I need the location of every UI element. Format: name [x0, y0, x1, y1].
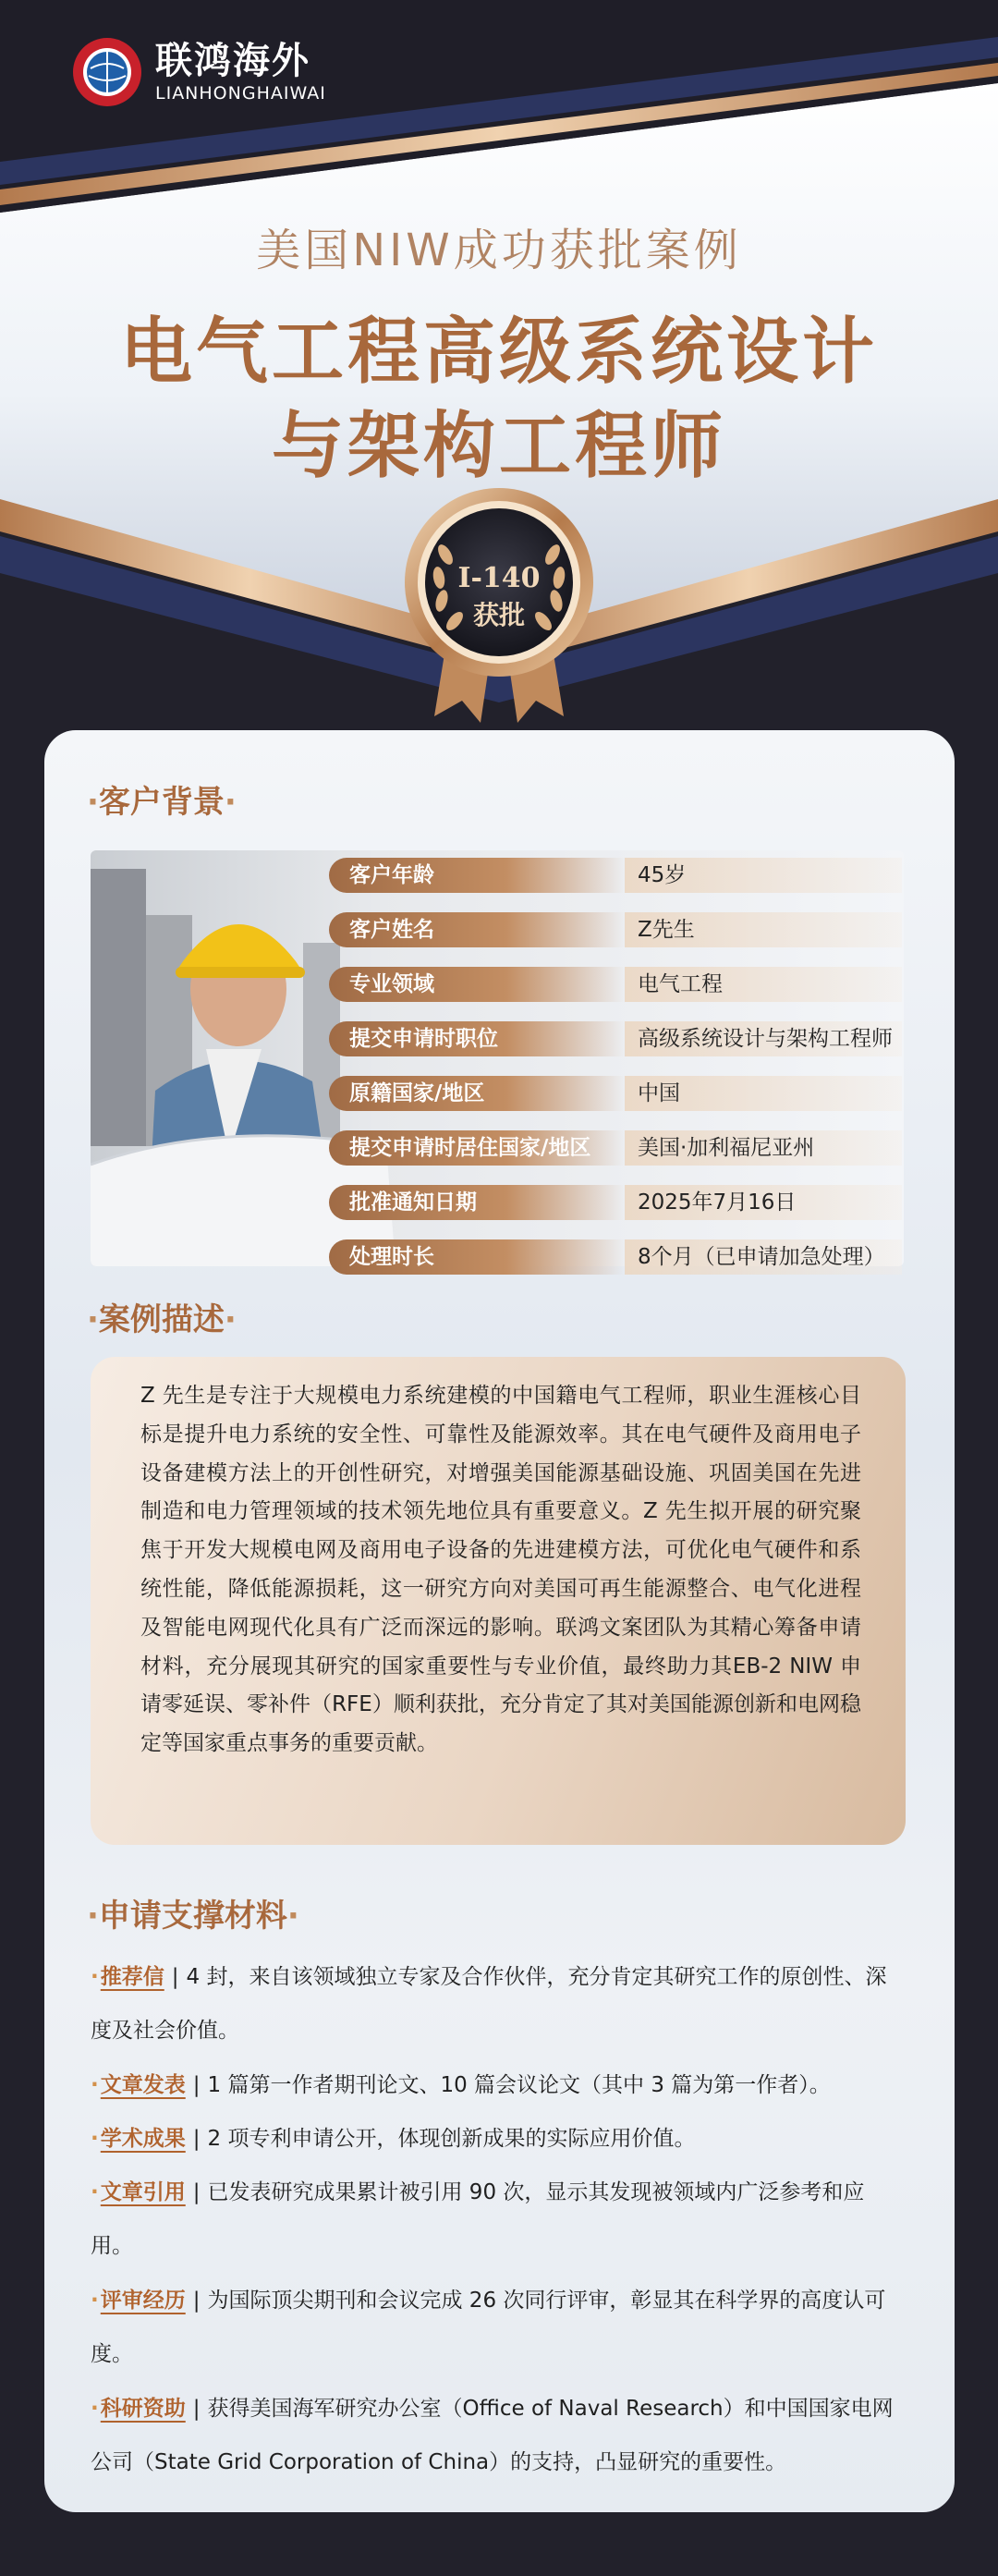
case-description-text: Z 先生是专注于大规模电力系统建模的中国籍电气工程师，职业生涯核心目标是提升电力系统的安全性、可靠性及能源效率。其在电气硬件及商用电子设备建模方法上的开创性研究，对增强美国能源基础设施、巩固美国在先进制造和电力管理领域的技术领先地位具有重要意义。Z 先生拟开展的研究聚焦于开发大规模电网及商用电子设备的先进建模方法，可优化电气硬件和系统性能，降低能源损耗，这一研究方向对美国可再生能源整合、电气化进程及智能电网现代化具有广泛而深远的影响。联鸿文案团队为其精心筹备申请材料，充分展现其研究的国家重要性与专业价值，最终助力其EB-2 NIW 申请零延误、零补件（RFE）顺利获批，充分肯定了其对美国能源创新和电网稳定等国家重点事务的重要贡献。 [140, 1384, 861, 1756]
material-label: 学术成果 [100, 2127, 186, 2151]
material-item-publications: ·文章发表 | 1 篇第一作者期刊论文、10 篇会议论文（其中 3 篇为第一作者）。 [91, 2073, 831, 2097]
info-value: 45岁 [625, 858, 902, 893]
info-row-name [329, 912, 902, 947]
material-item-recommendation: ·推荐信 | 4 封，来自该领域独立专家及合作伙伴，充分肯定其研究工作的原创性、深度及社会价值。 [91, 1965, 887, 2043]
info-row-approval-date [329, 1185, 902, 1220]
info-value: Z先生 [625, 912, 902, 947]
material-text: 已发表研究成果累计被引用 90 次，显示其发现被领域内广泛参考和应用。 [91, 2180, 865, 2258]
material-label: 文章发表 [100, 2073, 186, 2097]
material-label: 文章引用 [100, 2180, 186, 2204]
info-label: 批准通知日期 [329, 1185, 625, 1220]
material-item-funding: ·科研资助 | 获得美国海军研究办公室（Office of Naval Research）和中国国家电网公司（State Grid Corporation of China）的支持，凸显研究的重要性。 [91, 2397, 894, 2474]
medal-line1: I-140 [457, 562, 541, 594]
material-label: 科研资助 [100, 2397, 186, 2421]
brand-name: 联鸿海外 [155, 40, 310, 82]
approval-medal [397, 499, 601, 730]
material-label: 推荐信 [100, 1965, 164, 1989]
info-label: 处理时长 [329, 1239, 625, 1275]
info-label: 客户年龄 [329, 858, 625, 893]
info-label: 客户姓名 [329, 912, 625, 947]
info-value: 中国 [625, 1076, 902, 1111]
material-text: 获得美国海军研究办公室（Office of Naval Research）和中国国家电网公司（State Grid Corporation of China）的支持，凸显研究的重要性。 [91, 2397, 894, 2474]
material-text: 1 篇第一作者期刊论文、10 篇会议论文（其中 3 篇为第一作者）。 [207, 2073, 831, 2097]
brand-badge-icon [72, 37, 142, 107]
info-value: 2025年7月16日 [625, 1185, 902, 1220]
info-row-position [329, 1021, 902, 1056]
info-row-residence [329, 1130, 902, 1166]
info-value: 电气工程 [625, 967, 902, 1002]
material-text: 2 项专利申请公开，体现创新成果的实际应用价值。 [207, 2127, 696, 2151]
material-item-achievements: ·学术成果 | 2 项专利申请公开，体现创新成果的实际应用价值。 [91, 2127, 696, 2151]
info-label: 原籍国家/地区 [329, 1076, 625, 1111]
medal-line2: 获批 [472, 600, 525, 630]
info-row-field [329, 967, 902, 1002]
content-card [44, 730, 955, 2512]
poster-title-line2: 与架构工程师 [271, 405, 726, 488]
info-label: 提交申请时居住国家/地区 [329, 1130, 625, 1166]
info-value: 高级系统设计与架构工程师 [625, 1021, 902, 1056]
info-label: 提交申请时职位 [329, 1021, 625, 1056]
brand-name-en: LIANHONGHAIWAI [155, 83, 326, 104]
info-label: 专业领域 [329, 967, 625, 1002]
material-label: 评审经历 [100, 2289, 186, 2313]
brand-logo [72, 37, 326, 107]
material-item-citations: ·文章引用 | 已发表研究成果累计被引用 90 次，显示其发现被领域内广泛参考和应用。 [91, 2180, 865, 2258]
section-title-materials: ·申请支撑材料· [87, 1898, 299, 1935]
material-text: 4 封，来自该领域独立专家及合作伙伴，充分肯定其研究工作的原创性、深度及社会价值。 [91, 1965, 887, 2043]
info-value: 美国·加利福尼亚州 [625, 1130, 902, 1166]
material-text: 为国际顶尖期刊和会议完成 26 次同行评审，彰显其在科学界的高度认可度。 [91, 2289, 886, 2366]
material-item-peer-review: ·评审经历 | 为国际顶尖期刊和会议完成 26 次同行评审，彰显其在科学界的高度认可度。 [91, 2289, 886, 2366]
poster-subtitle: 美国NIW成功获批案例 [256, 225, 742, 276]
case-description-box [91, 1357, 906, 1845]
poster-title-line1: 电气工程高级系统设计 [119, 311, 878, 394]
info-value: 8个月（已申请加急处理） [625, 1239, 902, 1275]
info-row-age [329, 858, 902, 893]
section-title-background: ·客户背景· [87, 784, 237, 821]
section-title-description: ·案例描述· [87, 1301, 237, 1338]
info-row-origin [329, 1076, 902, 1111]
info-row-duration [329, 1239, 902, 1275]
